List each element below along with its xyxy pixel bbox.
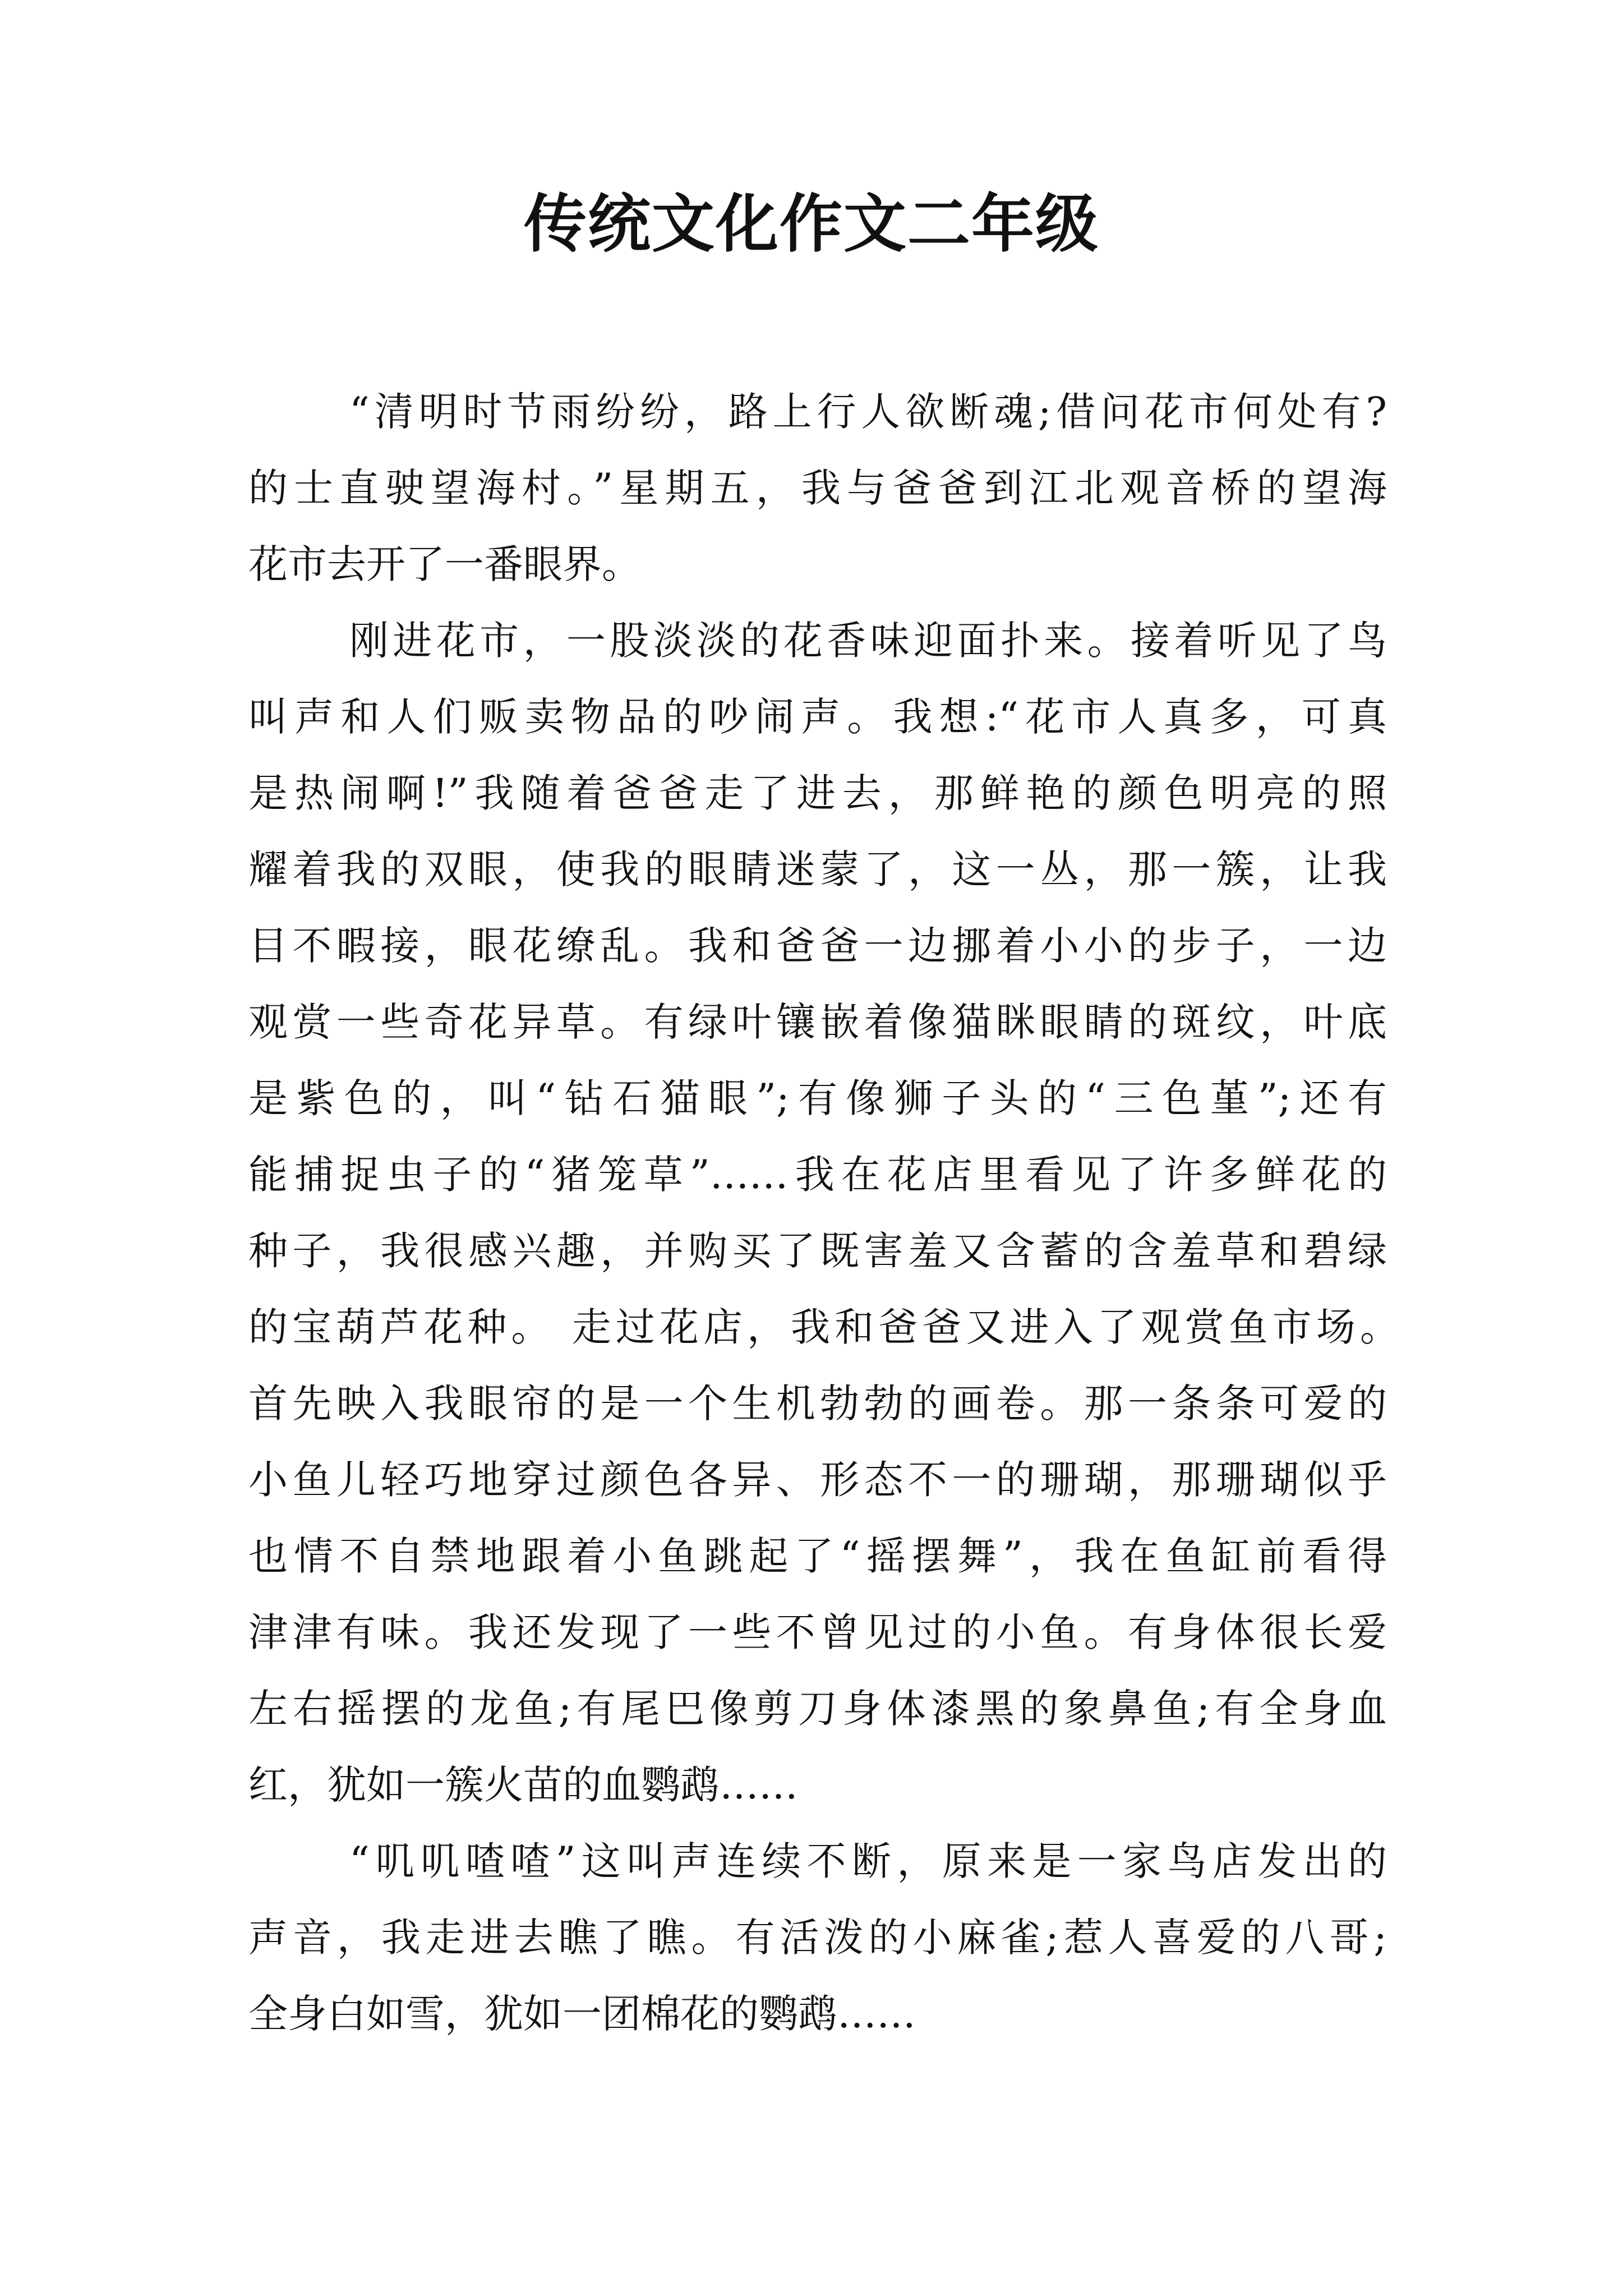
paragraph-line: 也情不自禁地跟着小鱼跳起了“摇摆舞”，我在鱼缸前看得: [248, 1533, 1387, 1579]
paragraph-line: 刚进花市，一股淡淡的花香味迎面扑来。接着听见了鸟: [349, 618, 1387, 664]
paragraph-line: 小鱼儿轻巧地穿过颜色各异、形态不一的珊瑚，那珊瑚似乎: [248, 1457, 1387, 1503]
paragraph-line: 能捕捉虫子的“猪笼草”……我在花店里看见了许多鲜花的: [248, 1152, 1387, 1198]
paragraph-line: 津津有味。我还发现了一些不曾见过的小鱼。有身体很长爱: [248, 1609, 1387, 1655]
paragraph-line: 观赏一些奇花异草。有绿叶镶嵌着像猫眯眼睛的斑纹，叶底: [248, 999, 1387, 1045]
paragraph-line: 红，犹如一簇火苗的血鹦鹉……: [248, 1762, 798, 1808]
paragraph-line: 的士直驶望海村。”星期五，我与爸爸到江北观音桥的望海: [248, 465, 1387, 511]
paragraph-line: 的宝葫芦花种。 走过花店，我和爸爸又进入了观赏鱼市场。: [248, 1304, 1399, 1350]
paragraph-line: 种子，我很感兴趣，并购买了既害羞又含蓄的含羞草和碧绿: [248, 1228, 1387, 1274]
paragraph-line: 左右摇摆的龙鱼;有尾巴像剪刀身体漆黑的象鼻鱼;有全身血: [248, 1686, 1387, 1732]
paragraph-line: 全身白如雪，犹如一团棉花的鹦鹉……: [248, 1991, 916, 2037]
paragraph-line: 目不暇接，眼花缭乱。我和爸爸一边挪着小小的步子，一边: [248, 923, 1387, 969]
paragraph-line: 耀着我的双眼，使我的眼睛迷蒙了，这一丛，那一簇，让我: [248, 846, 1387, 892]
paragraph-line: 叫声和人们贩卖物品的吵闹声。我想:“花市人真多，可真: [248, 694, 1387, 740]
paragraph-line: 花市去开了一番眼界。: [248, 541, 641, 587]
paragraph-line: 声音，我走进去瞧了瞧。有活泼的小麻雀;惹人喜爱的八哥;: [248, 1915, 1387, 1961]
paragraph-line: 是紫色的，叫“钻石猫眼”;有像狮子头的“三色堇”;还有: [248, 1075, 1387, 1121]
paragraph-line: “叽叽喳喳”这叫声连续不断，原来是一家鸟店发出的: [349, 1838, 1387, 1884]
paragraph-line: 是热闹啊!”我随着爸爸走了进去，那鲜艳的颜色明亮的照: [248, 770, 1387, 816]
paragraph-line: “清明时节雨纷纷，路上行人欲断魂;借问花市何处有?: [349, 389, 1387, 435]
document-title: 传统文化作文二年级: [524, 187, 1099, 261]
paragraph-line: 首先映入我眼帘的是一个生机勃勃的画卷。那一条条可爱的: [248, 1381, 1387, 1427]
